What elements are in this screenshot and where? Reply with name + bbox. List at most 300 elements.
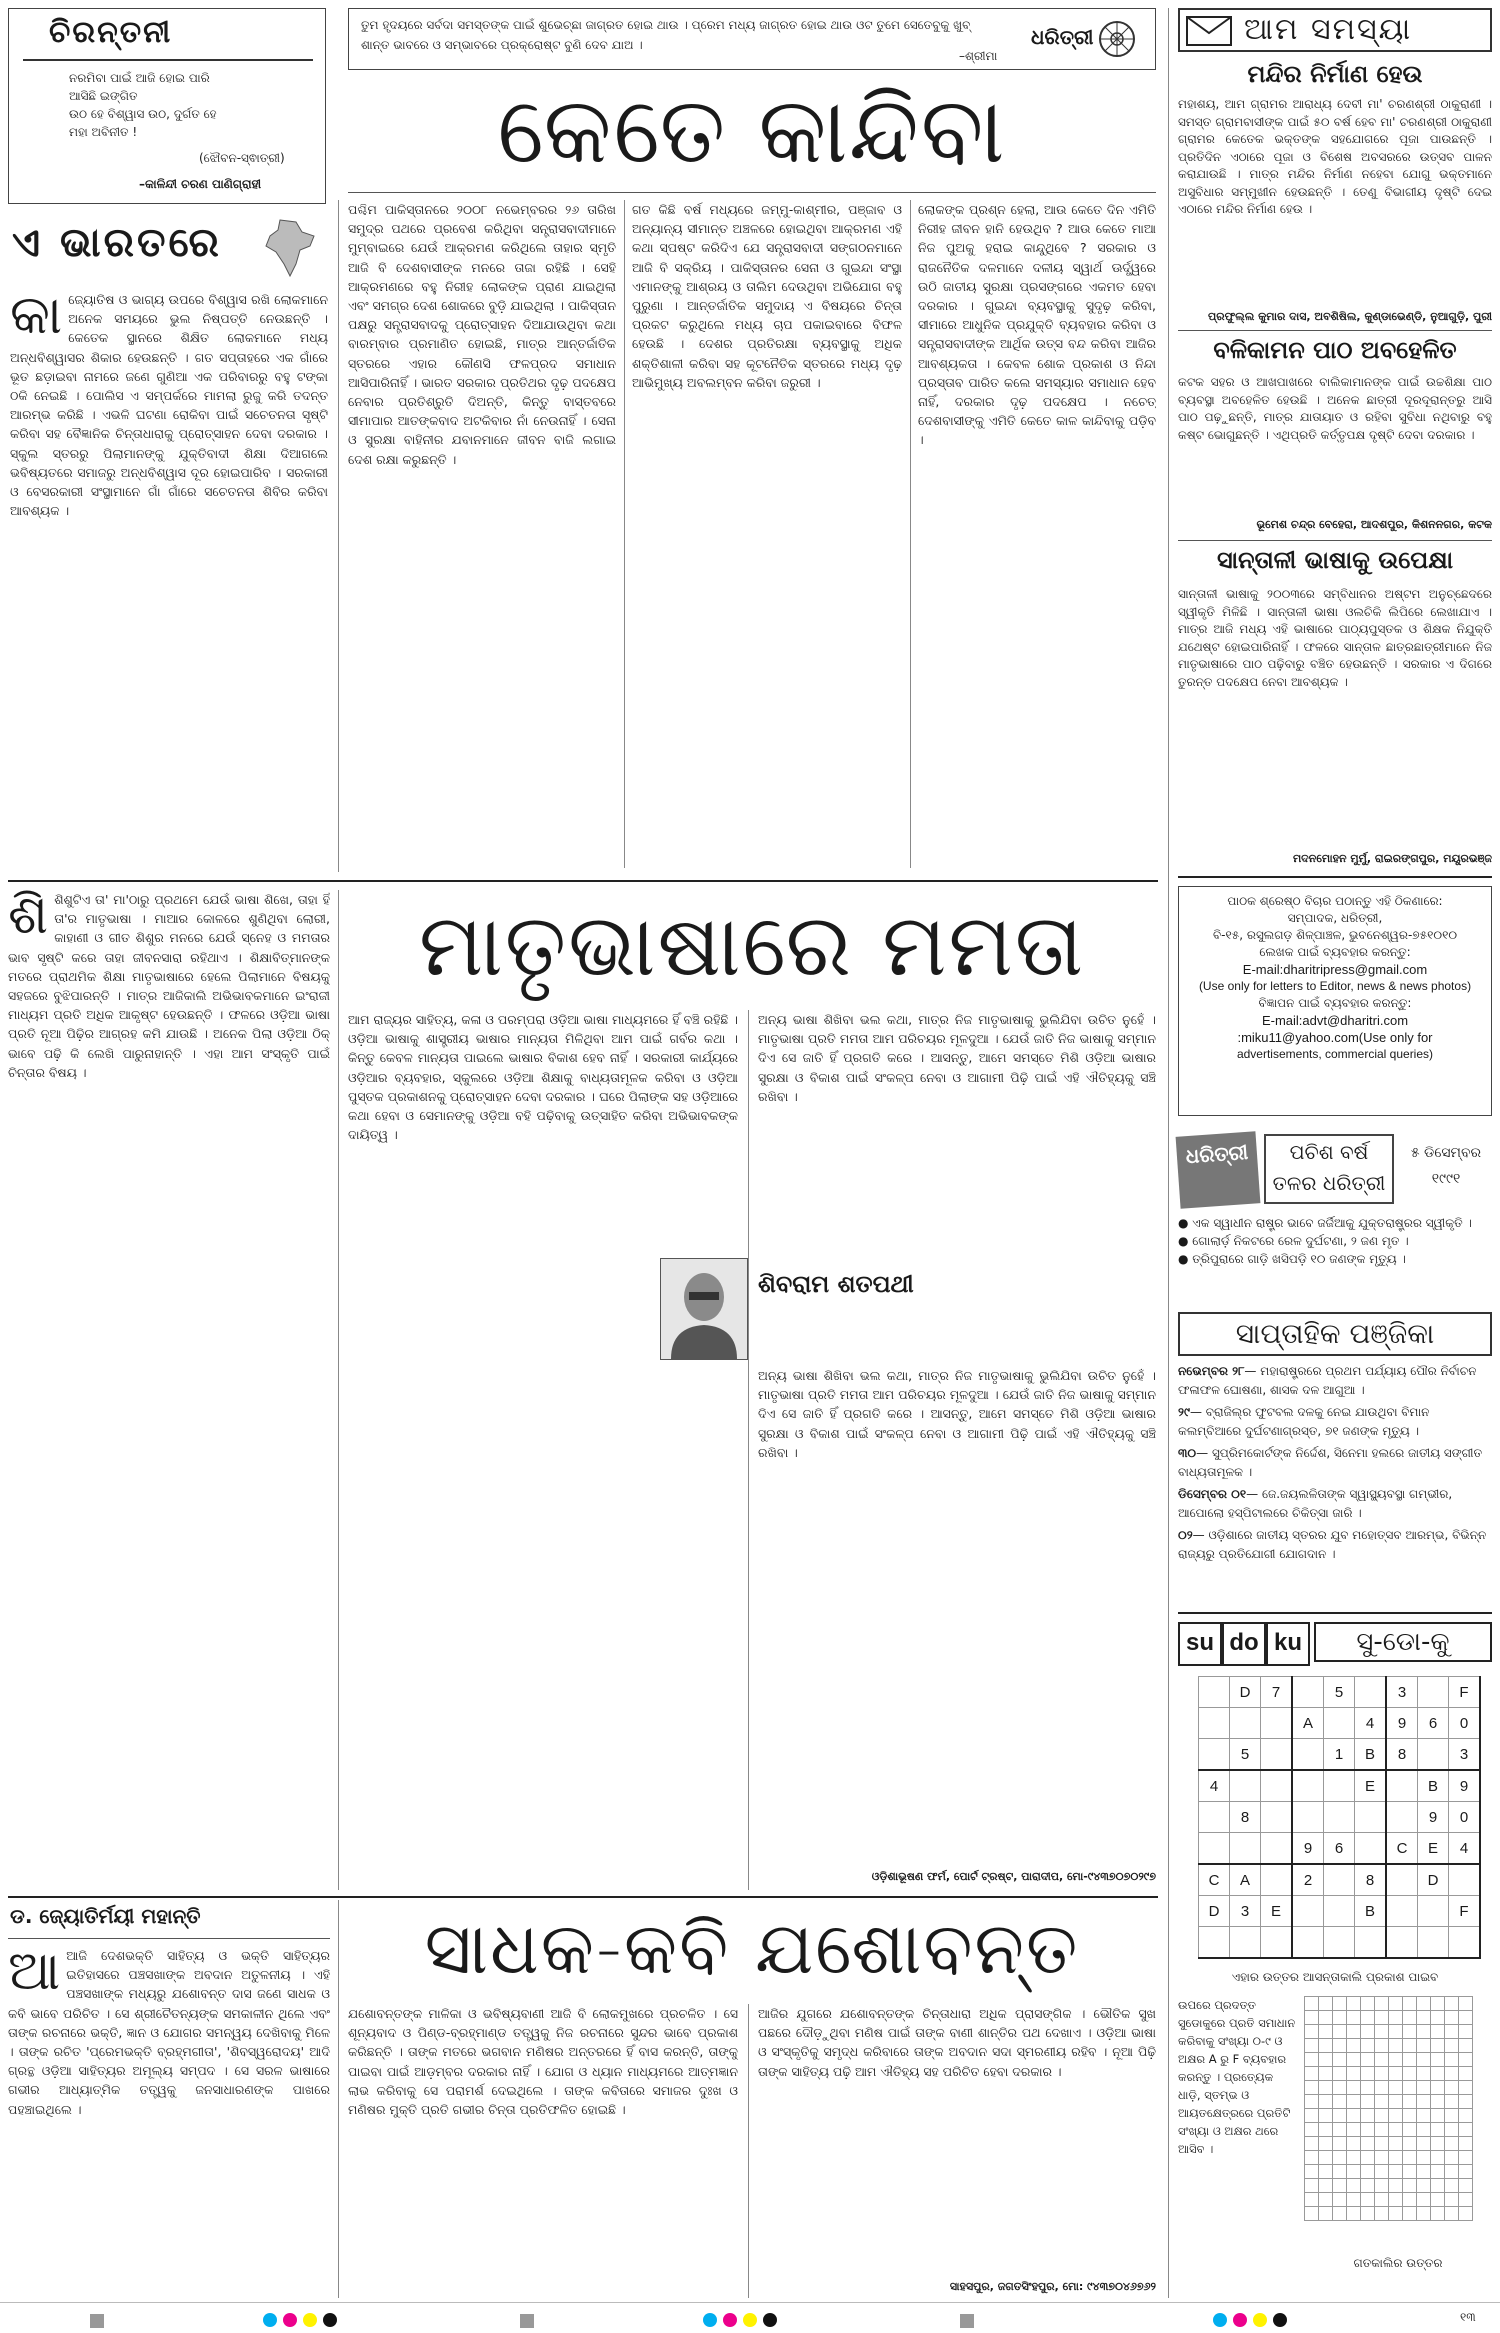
solution-cell (1459, 2207, 1473, 2221)
solution-row (1305, 2137, 1473, 2151)
color-registration-mark (260, 2312, 340, 2331)
solution-cell (1403, 2095, 1417, 2109)
solution-row (1305, 2053, 1473, 2067)
sudoku-title (1178, 1622, 1492, 1664)
sudoku-solution-label: ଗତକାଲିର ଉତ୍ତର (1353, 2256, 1443, 2270)
solution-cell (1305, 2109, 1319, 2123)
solution-cell (1403, 2053, 1417, 2067)
twentyfive-logo: ଧରିତ୍ରୀ (1176, 1131, 1261, 1208)
solution-cell (1333, 2193, 1347, 2207)
sudoku-cell[interactable] (1199, 1833, 1230, 1865)
solution-cell (1333, 2109, 1347, 2123)
solution-cell (1389, 2123, 1403, 2137)
sudoku-cell[interactable] (1418, 1896, 1449, 1927)
sudoku-cell[interactable]: 3 (1449, 1739, 1481, 1771)
sudoku-row (1199, 1864, 1481, 1896)
solution-cell (1445, 2025, 1459, 2039)
solution-cell (1347, 2109, 1361, 2123)
sudoku-cell[interactable]: E (1261, 1896, 1293, 1927)
sudoku-cell[interactable]: 4 (1355, 1708, 1387, 1739)
twentyfive-title-1: ପଚିଶ ବର୍ଷ (1289, 1140, 1369, 1164)
sudoku-row (1199, 1677, 1481, 1708)
solution-cell (1403, 2067, 1417, 2081)
sudoku-cell[interactable] (1386, 1927, 1418, 1959)
solution-cell (1417, 2039, 1431, 2053)
solution-cell (1431, 2025, 1445, 2039)
chirantani-title: ଚିରନ୍ତନୀ (49, 15, 173, 50)
solution-cell (1347, 2025, 1361, 2039)
solution-cell (1403, 2025, 1417, 2039)
sudoku-cell[interactable] (1324, 1864, 1355, 1896)
solution-cell (1403, 2193, 1417, 2207)
solution-cell (1375, 2039, 1389, 2053)
solution-cell (1361, 2193, 1375, 2207)
main-article-col2: ଗତ କିଛି ବର୍ଷ ମଧ୍ୟରେ ଜମ୍ମୁ-କାଶ୍ମୀର, ପଞ୍ଜାବ ଓ ଅନ୍ୟାନ୍ୟ ସୀମାନ୍ତ ଅଞ୍ଚଳରେ ହୋଇଥିବା ଆକ୍ରମଣ ଏହି କଥା ସ୍ପଷ୍ଟ କରିଦିଏ ଯେ ସନ୍ତ୍ରାସବାଦୀ ସଙ୍ଗଠନମାନେ ଆଜି ବି ସକ୍ରିୟ । ପାକିସ୍ତାନର ସେନା ଓ ଗୁଇନ୍ଦା ସଂସ୍ଥା ଏମାନଙ୍କୁ ଆଶ୍ରୟ ଓ ତାଲିମ ଦେଉଥିବା ଅଭିଯୋଗ ବହୁ ପୁରୁଣା । ଆନ୍ତର୍ଜାତିକ ସମୁଦାୟ ଏ ବିଷୟରେ ଚିନ୍ତା ପ୍ରକଟ କରୁଥିଲେ ମଧ୍ୟ ଚାପ ପକାଇବାରେ ବିଫଳ ହେଉଛି । ଦେଶର ପ୍ରତିରକ୍ଷା ବ୍ୟବସ୍ଥାକୁ ଅଧିକ ଶକ୍ତିଶାଳୀ କରିବା ସହ କୂଟନୈତିକ ସ୍ତରରେ ମଧ୍ୟ ଦୃଢ଼ ଆଭିମୁଖ୍ୟ ଅବଲମ୍ବନ କରିବା ଜରୁରୀ । (632, 202, 902, 390)
solution-cell (1347, 2151, 1361, 2165)
samasya-body-1: ମହାଶୟ, ଆମ ଗ୍ରାମର ଆରାଧ୍ୟ ଦେବୀ ମା' ଚରଣଶ୍ରୀ ଠାକୁରାଣୀ । ସମସ୍ତ ଗ୍ରାମବାସୀଙ୍କ ପାଇଁ ୫୦ ବର୍ଷ ହେବ ମା' ଚରଣଶ୍ରୀ ଠାକୁରାଣୀ ଗ୍ରାମର କେତେକ ଭକ୍ତଙ୍କ ସହଯୋଗରେ ପୂଜା ପାଉଛନ୍ତି । ପ୍ରତିଦିନ ଏଠାରେ ପୂଜା ଓ ବିଶେଷ ଅବସରରେ ଉତ୍ସବ ପାଳନ କରାଯାଉଛି । ମାତ୍ର ମନ୍ଦିର ନିର୍ମାଣ ନହେବା ଯୋଗୁ ଭକ୍ତମାନେ ଅସୁବିଧାର ସମ୍ମୁଖୀନ ହେଉଛନ୍ତି । ତେଣୁ ବିଭାଗୀୟ ଦୃଷ୍ଟି ଦେଇ ଏଠାରେ ମନ୍ଦିର ନିର୍ମାଣ ହେଉ । (1178, 97, 1492, 216)
sudoku-cell[interactable] (1292, 1677, 1324, 1708)
solution-row (1305, 2039, 1473, 2053)
solution-cell (1347, 2095, 1361, 2109)
sudoku-cell[interactable]: A (1292, 1708, 1324, 1739)
contact-note: ଲେଖକ ପାଇଁ ବ୍ୟବହାର କରନ୍ତୁ: (1259, 945, 1411, 959)
twentyfive-date (1400, 1140, 1492, 1192)
sudoku-cell[interactable] (1355, 1833, 1387, 1865)
quote-author: –ଶ୍ରୀମା (959, 49, 998, 63)
saptahik-item: ୦୨— ଓଡ଼ିଶାରେ ଜାତୀୟ ସ୍ତରର ଯୁବ ମହୋତ୍ସବ ଆରମ୍ଭ, ବିଭିନ୍ନ ରାଜ୍ୟରୁ ପ୍ରତିଯୋଗୀ ଯୋଗଦାନ । (1178, 1528, 1487, 1561)
twentyfive-box (1178, 1128, 1492, 1306)
solution-cell (1445, 2095, 1459, 2109)
solution-cell (1431, 1997, 1445, 2011)
chirantani-poem (69, 69, 319, 141)
solution-cell (1431, 2053, 1445, 2067)
solution-row (1305, 2193, 1473, 2207)
solution-cell (1403, 2123, 1417, 2137)
sudoku-cell[interactable] (1292, 1802, 1324, 1833)
solution-cell (1347, 2123, 1361, 2137)
solution-cell (1305, 2193, 1319, 2207)
twentyfive-items (1178, 1214, 1492, 1268)
sudoku-cell[interactable] (1418, 1739, 1449, 1771)
sudoku-cell[interactable]: 5 (1324, 1677, 1355, 1708)
sudoku-cell[interactable] (1292, 1770, 1324, 1802)
solution-cell (1305, 2179, 1319, 2193)
poem-line: ନରମିବା ପାଇଁ ଆଜି ହୋଇ ପାରି (69, 71, 210, 85)
solution-cell (1417, 2081, 1431, 2095)
sudoku-cell[interactable]: B (1355, 1896, 1387, 1927)
solution-cell (1459, 2011, 1473, 2025)
solution-cell (1431, 2011, 1445, 2025)
sudoku-cell[interactable]: 2 (1292, 1864, 1324, 1896)
sudoku-cell[interactable] (1418, 1927, 1449, 1959)
solution-cell (1459, 2053, 1473, 2067)
twentyfive-date-1: ୫ ଡିସେମ୍ବର (1410, 1145, 1482, 1161)
solution-cell (1431, 2137, 1445, 2151)
solution-cell (1459, 2081, 1473, 2095)
sudoku-cell[interactable]: 9 (1449, 1770, 1481, 1802)
sudoku-cell[interactable]: 6 (1324, 1833, 1355, 1865)
sudoku-cell[interactable] (1324, 1896, 1355, 1927)
solution-cell (1333, 1997, 1347, 2011)
sudoku-cell[interactable]: 9 (1418, 1802, 1449, 1833)
solution-cell (1333, 2067, 1347, 2081)
solution-cell (1417, 2123, 1431, 2137)
contact-email-yahoo[interactable]: :miku11@yahoo.com(Use only for (1237, 1030, 1433, 1045)
sudoku-cell[interactable]: B (1355, 1739, 1387, 1771)
print-mark (90, 2314, 104, 2328)
solution-cell (1445, 2151, 1459, 2165)
sudoku-cell[interactable] (1261, 1770, 1293, 1802)
solution-cell (1389, 2081, 1403, 2095)
solution-cell (1417, 2165, 1431, 2179)
twentyfive-title-2: ତଳର ଧରିତ୍ରୀ (1272, 1171, 1386, 1195)
sudoku-cell[interactable]: 9 (1292, 1833, 1324, 1865)
solution-cell (1459, 2025, 1473, 2039)
sudoku-cell[interactable] (1292, 1927, 1324, 1959)
samasya-body-2: କଟକ ସହର ଓ ଆଖପାଖରେ ବାଲିକାମାନଙ୍କ ପାଇଁ ଉଚ୍ଚଶିକ୍ଷା ପାଠ ବ୍ୟବସ୍ଥା ଅବହେଳିତ ହେଉଛି । ଅନେକ ଛାତ୍ରୀ ଦୂରଦୂରାନ୍ତରୁ ଆସି ପାଠ ପଢ଼ୁଛନ୍ତି, ମାତ୍ର ଯାତାୟାତ ଓ ରହିବା ସୁବିଧା ନଥିବାରୁ ବହୁ କଷ୍ଟ ଭୋଗୁଛନ୍ତି । ଏଥିପ୍ରତି କର୍ତ୍ତୃପକ୍ଷ ଦୃଷ୍ଟି ଦେବା ଦରକାର । (1178, 375, 1492, 442)
matrubhasha-col3: ଅନ୍ୟ ଭାଷା ଶିଖିବା ଭଲ କଥା, ମାତ୍ର ନିଜ ମାତୃଭାଷାକୁ ଭୁଲିଯିବା ଉଚିତ ନୁହେଁ । ମାତୃଭାଷା ପ୍ରତି ମମତା ଆମ ପରିଚୟର ମୂଳଦୁଆ । ଯେଉଁ ଜାତି ନିଜ ଭାଷାକୁ ସମ୍ମାନ ଦିଏ ସେ ଜାତି ହିଁ ପ୍ରଗତି କରେ । ଆସନ୍ତୁ, ଆମେ ସମସ୍ତେ ମିଶି ଓଡ଼ିଆ ଭାଷାର ସୁରକ୍ଷା ଓ ବିକାଶ ପାଇଁ ସଂକଳ୍ପ ନେବା ଓ ଆଗାମୀ ପିଢ଼ି ପାଇଁ ଏହି ଐତିହ୍ୟକୁ ସଞ୍ଚି ରଖିବା । (758, 1012, 1156, 1104)
contact-email-editor[interactable]: E-mail:dharitripress@gmail.com (1242, 962, 1428, 977)
solution-cell (1347, 2179, 1361, 2193)
solution-cell (1389, 2193, 1403, 2207)
sudoku-cell[interactable] (1324, 1770, 1355, 1802)
sudoku-cell[interactable] (1324, 1927, 1355, 1959)
sudoku-cell[interactable] (1199, 1708, 1230, 1739)
contact-email-advt[interactable]: E-mail:advt@dharitri.com (1261, 1013, 1409, 1028)
saptahik-item: ନଭେମ୍ବର ୨୮— ମହାରାଷ୍ଟ୍ରରେ ପ୍ରଥମ ପର୍ଯ୍ୟାୟ ପୌର ନିର୍ବାଚନ ଫଳାଫଳ ଘୋଷଣା, ଶାସକ ଦଳ ଆଗୁଆ । (1178, 1364, 1477, 1397)
solution-cell (1361, 2207, 1375, 2221)
solution-cell (1375, 2151, 1389, 2165)
solution-cell (1389, 2151, 1403, 2165)
solution-cell (1333, 2025, 1347, 2039)
solution-cell (1389, 2165, 1403, 2179)
solution-cell (1389, 2025, 1403, 2039)
sudoku-cell[interactable] (1199, 1927, 1230, 1959)
solution-cell (1347, 2165, 1361, 2179)
solution-cell (1375, 2109, 1389, 2123)
solution-cell (1459, 2039, 1473, 2053)
solution-cell (1347, 1997, 1361, 2011)
solution-cell (1431, 2095, 1445, 2109)
sudoku-cell[interactable]: E (1355, 1770, 1387, 1802)
contact-email-yahoo-note: advertisements, commercial queries) (1236, 1047, 1434, 1061)
sudoku-cell[interactable]: C (1386, 1833, 1418, 1865)
solution-cell (1361, 2137, 1375, 2151)
solution-cell (1347, 2081, 1361, 2095)
sudoku-cell[interactable] (1449, 1927, 1481, 1959)
twentyfive-item: ● ଗୋଲାର୍ଡ଼ ନିକଟରେ ରେଳ ଦୁର୍ଘଟଣା, ୨ ଜଣ ମୃତ । (1178, 1234, 1409, 1248)
solution-cell (1319, 2067, 1333, 2081)
print-mark (520, 2314, 534, 2328)
sudoku-cell[interactable]: D (1199, 1896, 1230, 1927)
sudoku-cell[interactable] (1230, 1708, 1261, 1739)
sudoku-cell[interactable] (1261, 1864, 1293, 1896)
author-address: ଓଡ଼ିଶାଭୂଷଣ ଫର୍ମ, ପୋର୍ଟ ଟ୍ରଷ୍ଟ, ପାରାଦୀପ, ମୋ-୯୪୩୭୦୭୦୨୯୭ (871, 1870, 1156, 1883)
poem-line: ମହା ଅବିନୀତ ! (69, 125, 138, 139)
aama-samasya-banner (1178, 8, 1492, 52)
solution-cell (1445, 2039, 1459, 2053)
page-number: ୧୩ (1460, 2310, 1476, 2324)
sudoku-cell[interactable] (1418, 1677, 1449, 1708)
twentyfive-date-2: ୧୯୯୧ (1431, 1171, 1461, 1187)
twentyfive-item: ● ଏକ ସ୍ୱାଧୀନ ରାଷ୍ଟ୍ର ଭାବେ ଜର୍ଜିଆକୁ ଯୁକ୍ତରାଷ୍ଟ୍ରର ସ୍ୱୀକୃତି । (1178, 1216, 1472, 1230)
sudoku-cell[interactable] (1292, 1896, 1324, 1927)
solution-cell (1417, 2137, 1431, 2151)
emblem-icon (1097, 19, 1137, 63)
solution-cell (1347, 2053, 1361, 2067)
print-mark (960, 2314, 974, 2328)
solution-cell (1389, 2053, 1403, 2067)
solution-cell (1459, 2151, 1473, 2165)
solution-cell (1445, 2053, 1459, 2067)
solution-cell (1361, 2011, 1375, 2025)
sudoku-cell[interactable]: 7 (1261, 1677, 1293, 1708)
sudoku-cell[interactable] (1324, 1708, 1355, 1739)
solution-cell (1403, 1997, 1417, 2011)
sudoku-cell[interactable] (1386, 1802, 1418, 1833)
sudoku-cell[interactable]: 0 (1449, 1802, 1481, 1833)
solution-row (1305, 2151, 1473, 2165)
main-article-col1: ପଶ୍ଚିମ ପାକିସ୍ତାନରେ ୨୦୦୮ ନଭେମ୍ବରର ୨୬ ତାରିଖ ସମୁଦ୍ର ପଥରେ ପ୍ରବେଶ କରିଥିବା ସନ୍ତ୍ରାସବାଦୀମାନେ ମୁମ୍ବାଇରେ ଯେଉଁ ଆକ୍ରମଣ କରିଥିଲେ ତାହାର ସ୍ମୃତି ଆଜି ବି ଦେଶବାସୀଙ୍କ ମନରେ ତାଜା ରହିଛି । ସେହି ଆକ୍ରମଣରେ ବହୁ ନିରୀହ ଲୋକଙ୍କ ପ୍ରାଣ ଯାଇଥିଲା ଏବଂ ସମଗ୍ର ଦେଶ ଶୋକରେ ବୁଡ଼ି ଯାଇଥିଲା । ପାକିସ୍ତାନ ପକ୍ଷରୁ ସନ୍ତ୍ରାସବାଦକୁ ପ୍ରୋତ୍ସାହନ ଦିଆଯାଉଥିବା କଥା ବାରମ୍ବାର ପ୍ରମାଣିତ ହୋଇଛି, ମାତ୍ର ଆନ୍ତର୍ଜାତିକ ସ୍ତରରେ ଏହାର କୌଣସି ଫଳପ୍ରଦ ସମାଧାନ ଆସିପାରିନାହିଁ । ଭାରତ ସରକାର ପ୍ରତିଥର ଦୃଢ଼ ପଦକ୍ଷେପ ନେବାର ପ୍ରତିଶ୍ରୁତି ଦିଅନ୍ତି, କିନ୍ତୁ ବାସ୍ତବରେ ସୀମାପାର ଆତଙ୍କବାଦ ଅଟକିବାର ନାଁ ନେଉନାହିଁ । ସେନା ଓ ସୁରକ୍ଷା ବାହିନୀର ଯବାନମାନେ ଜୀବନ ବାଜି ଲଗାଇ ଦେଶ ରକ୍ଷା କରୁଛନ୍ତି । (348, 202, 616, 467)
solution-cell (1375, 2193, 1389, 2207)
sudoku-cell[interactable] (1386, 1896, 1418, 1927)
solution-cell (1319, 2025, 1333, 2039)
solution-cell (1361, 2151, 1375, 2165)
solution-cell (1305, 2207, 1319, 2221)
solution-cell (1389, 2095, 1403, 2109)
solution-cell (1417, 2053, 1431, 2067)
sudoku-solution-grid (1304, 1996, 1473, 2221)
saptahik-item: ଡିସେମ୍ବର ୦୧— ଜେ.ଜୟଲଳିତାଙ୍କ ସ୍ୱାସ୍ଥ୍ୟବସ୍ଥା ଗମ୍ଭୀର, ଆପୋଲୋ ହସ୍ପିଟାଲରେ ଚିକିତ୍ସା ଜାରି । (1178, 1487, 1453, 1520)
solution-cell (1305, 2165, 1319, 2179)
solution-cell (1431, 2179, 1445, 2193)
solution-cell (1403, 2011, 1417, 2025)
sudoku-cell[interactable] (1355, 1677, 1387, 1708)
sudoku-cell[interactable]: 8 (1386, 1739, 1418, 1771)
solution-cell (1403, 2039, 1417, 2053)
solution-cell (1319, 2151, 1333, 2165)
solution-cell (1445, 2081, 1459, 2095)
sudoku-row (1199, 1770, 1481, 1802)
solution-cell (1431, 2039, 1445, 2053)
sudoku-cell[interactable]: A (1230, 1864, 1261, 1896)
solution-cell (1403, 2109, 1417, 2123)
sudoku-cell[interactable] (1261, 1739, 1293, 1771)
saptahik-item: ୨୯— ବ୍ରାଜିଲ୍‌ର ଫୁଟବଲ ଦଳକୁ ନେଇ ଯାଉଥିବା ବିମାନ କଲମ୍ବିଆରେ ଦୁର୍ଘଟଣାଗ୍ରସ୍ତ, ୭୧ ଜଣଙ୍କ ମୃତ୍ୟୁ । (1178, 1405, 1430, 1438)
solution-cell (1403, 2207, 1417, 2221)
sudoku-cell[interactable] (1199, 1802, 1230, 1833)
sudoku-cell[interactable]: F (1449, 1896, 1481, 1927)
samasya-title-3: ସାନ୍ତାଳୀ ଭାଷାକୁ ଉପେକ୍ଷା (1216, 546, 1454, 574)
jyotirmayee-byline: ଡ. ଜ୍ୟୋତିର୍ମୟୀ ମହାନ୍ତି (10, 1904, 201, 1928)
solution-cell (1431, 2109, 1445, 2123)
color-registration-mark (700, 2312, 780, 2331)
solution-cell (1319, 2165, 1333, 2179)
solution-cell (1305, 2053, 1319, 2067)
sudoku-cell[interactable]: 3 (1230, 1896, 1261, 1927)
solution-cell (1417, 2193, 1431, 2207)
solution-cell (1375, 2053, 1389, 2067)
sudoku-row (1199, 1802, 1481, 1833)
solution-cell (1333, 2053, 1347, 2067)
sudoku-cell[interactable]: D (1418, 1864, 1449, 1896)
sudoku-cell[interactable]: 9 (1386, 1708, 1418, 1739)
solution-cell (1459, 2179, 1473, 2193)
solution-cell (1319, 2123, 1333, 2137)
samasya-body-3: ସାନ୍ତାଳୀ ଭାଷାକୁ ୨୦୦୩ରେ ସମ୍ବିଧାନର ଅଷ୍ଟମ ଅନୁଚ୍ଛେଦରେ ସ୍ୱୀକୃତି ମିଳିଛି । ସାନ୍ତାଳୀ ଭାଷା ଓଲଚିକି ଲିପିରେ ଲେଖାଯାଏ । ମାତ୍ର ଆଜି ମଧ୍ୟ ଏହି ଭାଷାରେ ପାଠ୍ୟପୁସ୍ତକ ଓ ଶିକ୍ଷକ ନିଯୁକ୍ତି ଯଥେଷ୍ଟ ହୋଇପାରିନାହିଁ । ଫଳରେ ସାନ୍ତାଳ ଛାତ୍ରଛାତ୍ରୀମାନେ ନିଜ ମାତୃଭାଷାରେ ପାଠ ପଢ଼ିବାରୁ ବଞ୍ଚିତ ହେଉଛନ୍ତି । ସରକାର ଏ ଦିଗରେ ତୁରନ୍ତ ପଦକ୍ଷେପ ନେବା ଆବଶ୍ୟକ । (1178, 587, 1492, 689)
samasya-title-2: ବଳିକାମନ ପାଠ ଅବହେଳିତ (1213, 336, 1457, 364)
jyotirmayee-col1: ଆଆଜି ଦେଶଭକ୍ତି ସାହିତ୍ୟ ଓ ଭକ୍ତି ସାହିତ୍ୟର ଇତିହାସରେ ପଞ୍ଚସଖାଙ୍କ ଅବଦାନ ଅତୁଳନୀୟ । ଏହି ପଞ୍ଚସଖାଙ୍କ ମଧ୍ୟରୁ ଯଶୋବନ୍ତ ଦାସ ଜଣେ ସାଧକ ଓ କବି ଭାବେ ପରିଚିତ । ସେ ଶ୍ରୀଚୈତନ୍ୟଙ୍କ ସମକାଳୀନ ଥିଲେ ଏବଂ ତାଙ୍କ ରଚନାରେ ଭକ୍ତି, ଜ୍ଞାନ ଓ ଯୋଗର ସମନ୍ୱୟ ଦେଖିବାକୁ ମିଳେ । ତାଙ୍କ ରଚିତ 'ପ୍ରେମଭକ୍ତି ବ୍ରହ୍ମଗୀତା', 'ଶିବସ୍ୱରୋଦୟ' ଆଦି ଗ୍ରନ୍ଥ ଓଡ଼ିଆ ସାହିତ୍ୟର ଅମୂଲ୍ୟ ସମ୍ପଦ । ସେ ସରଳ ଭାଷାରେ ଗଭୀର ଆଧ୍ୟାତ୍ମିକ ତତ୍ତ୍ୱକୁ ଜନସାଧାରଣଙ୍କ ପାଖରେ ପହଞ୍ଚାଇଥିଲେ । (8, 1946, 330, 2117)
jyotirmayee-col3: ଆଜିର ଯୁଗରେ ଯଶୋବନ୍ତଙ୍କ ଚିନ୍ତାଧାରା ଅଧିକ ପ୍ରାସଙ୍ଗିକ । ଭୌତିକ ସୁଖ ପଛରେ ଦୌଡ଼ୁଥିବା ମଣିଷ ପାଇଁ ତାଙ୍କ ବାଣୀ ଶାନ୍ତିର ପଥ ଦେଖାଏ । ଓଡ଼ିଆ ଭାଷା ଓ ସଂସ୍କୃତିକୁ ସମୃଦ୍ଧ କରିବାରେ ତାଙ୍କ ଅବଦାନ ସଦା ସ୍ମରଣୀୟ ରହିବ । ନୂଆ ପିଢ଼ି ତାଙ୍କ ସାହିତ୍ୟ ପଢ଼ି ଆମ ଐତିହ୍ୟ ସହ ପରିଚିତ ହେବା ଦରକାର । (758, 2006, 1156, 2079)
solution-cell (1459, 2193, 1473, 2207)
contact-org: ସମ୍ପାଦକ, ଧରିତ୍ରୀ, (1287, 911, 1383, 925)
sudoku-cell[interactable]: 1 (1324, 1739, 1355, 1771)
solution-cell (1459, 2067, 1473, 2081)
solution-cell (1305, 2151, 1319, 2165)
solution-cell (1375, 2095, 1389, 2109)
sudoku-title-ku: ku (1266, 1622, 1310, 1666)
saptahik-item: ୩୦— ସୁପ୍ରିମକୋର୍ଟଙ୍କ ନିର୍ଦ୍ଦେଶ, ସିନେମା ହଲରେ ଜାତୀୟ ସଙ୍ଗୀତ ବାଧ୍ୟତାମୂଳକ । (1178, 1446, 1483, 1479)
solution-cell (1319, 2109, 1333, 2123)
twentyfive-title (1264, 1134, 1394, 1204)
solution-cell (1417, 1997, 1431, 2011)
solution-cell (1431, 2123, 1445, 2137)
sudoku-cell[interactable] (1261, 1927, 1293, 1959)
jyotirmayee-col2: ଯଶୋବନ୍ତଙ୍କ ମାଳିକା ଓ ଭବିଷ୍ୟବାଣୀ ଆଜି ବି ଲୋକମୁଖରେ ପ୍ରଚଳିତ । ସେ ଶୂନ୍ୟବାଦ ଓ ପିଣ୍ଡ-ବ୍ରହ୍ମାଣ୍ଡ ତତ୍ତ୍ୱକୁ ନିଜ ରଚନାରେ ସୁନ୍ଦର ଭାବେ ପ୍ରକାଶ କରିଛନ୍ତି । ତାଙ୍କ ମତରେ ଭଗବାନ ମଣିଷର ଅନ୍ତରରେ ହିଁ ବାସ କରନ୍ତି, ତାଙ୍କୁ ପାଇବା ପାଇଁ ଆଡ଼ମ୍ବର ଦରକାର ନାହିଁ । ଯୋଗ ଓ ଧ୍ୟାନ ମାଧ୍ୟମରେ ଆତ୍ମଜ୍ଞାନ ଲାଭ କରିବାକୁ ସେ ପରାମର୍ଶ ଦେଇଥିଲେ । ତାଙ୍କ କବିତାରେ ସମାଜର ଦୁଃଖ ଓ ମଣିଷର ମୁକ୍ତି ପ୍ରତି ଗଭୀର ଚିନ୍ତା ପ୍ରତିଫଳିତ ହୋଇଛି । (348, 2006, 738, 2118)
sudoku-grid[interactable] (1198, 1676, 1481, 1959)
solution-cell (1333, 2123, 1347, 2137)
sudoku-cell[interactable]: 4 (1449, 1833, 1481, 1865)
solution-cell (1389, 2109, 1403, 2123)
color-registration-mark (1210, 2312, 1290, 2331)
solution-cell (1305, 2067, 1319, 2081)
solution-cell (1417, 2025, 1431, 2039)
sudoku-cell[interactable]: 8 (1230, 1802, 1261, 1833)
solution-cell (1333, 2081, 1347, 2095)
sudoku-cell[interactable]: 3 (1386, 1677, 1418, 1708)
solution-cell (1361, 2053, 1375, 2067)
sudoku-cell[interactable] (1199, 1739, 1230, 1771)
sudoku-cell[interactable] (1324, 1802, 1355, 1833)
solution-cell (1333, 2207, 1347, 2221)
contact-address: ବି-୧୫, ରସୁଲଗଡ଼ ଶିଳ୍ପାଞ୍ଚଳ, ଭୁବନେଶ୍ୱର-୭୫୧୦୧୦ (1212, 928, 1458, 942)
solution-cell (1459, 1997, 1473, 2011)
solution-cell (1431, 2193, 1445, 2207)
solution-cell (1333, 2137, 1347, 2151)
solution-row (1305, 2207, 1473, 2221)
solution-cell (1375, 2165, 1389, 2179)
sudoku-cell[interactable]: C (1199, 1864, 1230, 1896)
sudoku-cell[interactable]: 8 (1355, 1864, 1387, 1896)
matrubhasha-headline: ମାତୃଭାଷାରେ ମମତା (418, 896, 1086, 996)
solution-cell (1389, 1997, 1403, 2011)
poem-line: ଆସିଛି ଇଙ୍ଗିତ (69, 89, 138, 103)
sudoku-cell[interactable]: F (1449, 1677, 1481, 1708)
sudoku-cell[interactable] (1261, 1833, 1293, 1865)
matrubhasha-col3b: ଅନ୍ୟ ଭାଷା ଶିଖିବା ଭଲ କଥା, ମାତ୍ର ନିଜ ମାତୃଭାଷାକୁ ଭୁଲିଯିବା ଉଚିତ ନୁହେଁ । ମାତୃଭାଷା ପ୍ରତି ମମତା ଆମ ପରିଚୟର ମୂଳଦୁଆ । ଯେଉଁ ଜାତି ନିଜ ଭାଷାକୁ ସମ୍ମାନ ଦିଏ ସେ ଜାତି ହିଁ ପ୍ରଗତି କରେ । ଆସନ୍ତୁ, ଆମେ ସମସ୍ତେ ମିଶି ଓଡ଼ିଆ ଭାଷାର ସୁରକ୍ଷା ଓ ବିକାଶ ପାଇଁ ସଂକଳ୍ପ ନେବା ଓ ଆଗାମୀ ପିଢ଼ି ପାଇଁ ଏହି ଐତିହ୍ୟକୁ ସଞ୍ଚି ରଖିବା । (758, 1368, 1156, 1460)
solution-cell (1319, 2137, 1333, 2151)
solution-cell (1403, 2179, 1417, 2193)
contact-email-editor-note: (Use only for letters to Editor, news & news photos) (1198, 979, 1472, 993)
matrubhasha-col1: ଶିଶିଶୁଟିଏ ତା' ମା'ଠାରୁ ପ୍ରଥମେ ଯେଉଁ ଭାଷା ଶିଖେ, ତାହା ହିଁ ତା'ର ମାତୃଭାଷା । ମାଆର କୋଳରେ ଶୁଣିଥିବା ଲୋରୀ, କାହାଣୀ ଓ ଗୀତ ଶିଶୁର ମନରେ ଯେଉଁ ସ୍ନେହ ଓ ମମତାର ଭାବ ସୃଷ୍ଟି କରେ ତାହା ଜୀବନସାରା ରହିଥାଏ । ଶିକ୍ଷାବିତ୍‌ମାନଙ୍କ ମତରେ ପ୍ରାଥମିକ ଶିକ୍ଷା ମାତୃଭାଷାରେ ହେଲେ ପିଲାମାନେ ବିଷୟକୁ ସହଜରେ ବୁଝିପାରନ୍ତି । ମାତ୍ର ଆଜିକାଲି ଅଭିଭାବକମାନେ ଇଂରାଜୀ ମାଧ୍ୟମ ପ୍ରତି ଅଧିକ ଆକୃଷ୍ଟ ହେଉଛନ୍ତି । ଫଳରେ ଓଡ଼ିଆ ଭାଷା ପ୍ରତି ନୂଆ ପିଢ଼ିର ଆଗ୍ରହ କମି ଯାଉଛି । ଅନେକ ପିଲା ଓଡ଼ିଆ ଠିକ୍ ଭାବେ ପଢ଼ି କି ଲେଖି ପାରୁନାହାନ୍ତି । ଏହା ଆମ ସଂସ୍କୃତି ପାଇଁ ଚିନ୍ତାର ବିଷୟ । (8, 890, 330, 1080)
sudoku-title-odia: ସୁ-ଡୋ-କୁ (1314, 1622, 1492, 1662)
solution-cell (1431, 2207, 1445, 2221)
sudoku-cell[interactable]: 6 (1418, 1708, 1449, 1739)
solution-cell (1305, 2137, 1319, 2151)
sudoku-cell[interactable]: D (1230, 1677, 1261, 1708)
solution-cell (1347, 2011, 1361, 2025)
solution-row (1305, 1997, 1473, 2011)
quote-strip (348, 8, 1156, 70)
solution-cell (1361, 2081, 1375, 2095)
dharitri-logo: ଧରିତ୍ରୀ (1031, 25, 1094, 49)
sudoku-cell[interactable]: 5 (1230, 1739, 1261, 1771)
solution-row (1305, 2067, 1473, 2081)
solution-cell (1319, 2081, 1333, 2095)
poem-author: –କାଳିନ୍ଦୀ ଚରଣ ପାଣିଗ୍ରାହୀ (139, 177, 262, 191)
solution-cell (1333, 2039, 1347, 2053)
solution-cell (1417, 2207, 1431, 2221)
solution-cell (1319, 2053, 1333, 2067)
solution-cell (1319, 2095, 1333, 2109)
sudoku-cell[interactable]: 0 (1449, 1708, 1481, 1739)
sudoku-cell[interactable]: B (1418, 1770, 1449, 1802)
solution-cell (1333, 2151, 1347, 2165)
sudoku-cell[interactable] (1292, 1739, 1324, 1771)
sudoku-cell[interactable] (1355, 1927, 1387, 1959)
sudoku-cell[interactable] (1261, 1802, 1293, 1833)
solution-cell (1305, 2095, 1319, 2109)
sudoku-cell[interactable] (1386, 1770, 1418, 1802)
sudoku-title-su: su (1178, 1622, 1222, 1666)
sudoku-cell[interactable] (1199, 1677, 1230, 1708)
solution-cell (1445, 2165, 1459, 2179)
solution-cell (1375, 2081, 1389, 2095)
solution-cell (1417, 2179, 1431, 2193)
solution-cell (1361, 2165, 1375, 2179)
solution-cell (1333, 2011, 1347, 2025)
solution-cell (1347, 2067, 1361, 2081)
solution-row (1305, 2025, 1473, 2039)
sudoku-row (1199, 1927, 1481, 1959)
solution-cell (1347, 2137, 1361, 2151)
solution-row (1305, 2179, 1473, 2193)
sudoku-cell[interactable]: E (1418, 1833, 1449, 1865)
india-map-icon (258, 216, 322, 284)
solution-cell (1403, 2137, 1417, 2151)
solution-cell (1389, 2179, 1403, 2193)
sudoku-cell[interactable] (1261, 1708, 1293, 1739)
solution-cell (1389, 2207, 1403, 2221)
solution-cell (1361, 2039, 1375, 2053)
poem-line: ଉଠ ହେ ବିଶ୍ୱାସ ଉଠ, ଦୁର୍ଗତ ହେ (69, 107, 217, 121)
quote-text: ତୁମ ହୃଦୟରେ ସର୍ବଦା ସମସ୍ତଙ୍କ ପାଇଁ ଶୁଭେଚ୍ଛା ଜାଗ୍ରତ ହୋଇ ଥାଉ । ପ୍ରେମ ମଧ୍ୟ ଜାଗ୍ରତ ହୋଇ ଥାଉ ଓଟ ତୁମେ ସେତେବୁକୁ ଖୁବ୍ ଶାନ୍ତ ଭାବରେ ଓ ସମ୍ଭାବରେ ପ୍ରକ୍ରୋଷ୍ଟ ବୁଣି ଦେବ ଯାଅ । (361, 18, 971, 52)
sudoku-cell[interactable]: 4 (1199, 1770, 1230, 1802)
sudoku-cell[interactable] (1386, 1864, 1418, 1896)
samasya-title-1: ମନ୍ଦିର ନିର୍ମାଣ ହେଉ (1247, 60, 1423, 88)
sudoku-cell[interactable] (1230, 1833, 1261, 1865)
sudoku-instructions: ଉପରେ ପ୍ରଦତ୍ତ ସୁଡୋକୁରେ ପ୍ରତି ସମାଧାନ କରିବାକୁ ସଂଖ୍ୟା ୦-୯ ଓ ଅକ୍ଷର A ରୁ F ବ୍ୟବହାର କରନ୍ତୁ । ପ୍ରତ୍ୟେକ ଧାଡ଼ି, ସ୍ତମ୍ଭ ଓ ଆୟତକ୍ଷେତ୍ରରେ ପ୍ରତିଟି ସଂଖ୍ୟା ଓ ଅକ୍ଷର ଥରେ ଆସିବ । (1178, 1998, 1296, 2156)
sudoku-cell[interactable] (1355, 1802, 1387, 1833)
samasya-author-2: ଭୂମେଶ ଚନ୍ଦ୍ର ବେହେରା, ଆଦଶପୁର, କିଶନନଗର, କଟକ (1256, 518, 1492, 531)
sudoku-cell[interactable] (1230, 1770, 1261, 1802)
solution-cell (1375, 2123, 1389, 2137)
sudoku-cell[interactable] (1449, 1864, 1481, 1896)
solution-cell (1417, 2109, 1431, 2123)
sudoku-cell[interactable] (1230, 1927, 1261, 1959)
solution-cell (1445, 2137, 1459, 2151)
solution-cell (1375, 1997, 1389, 2011)
